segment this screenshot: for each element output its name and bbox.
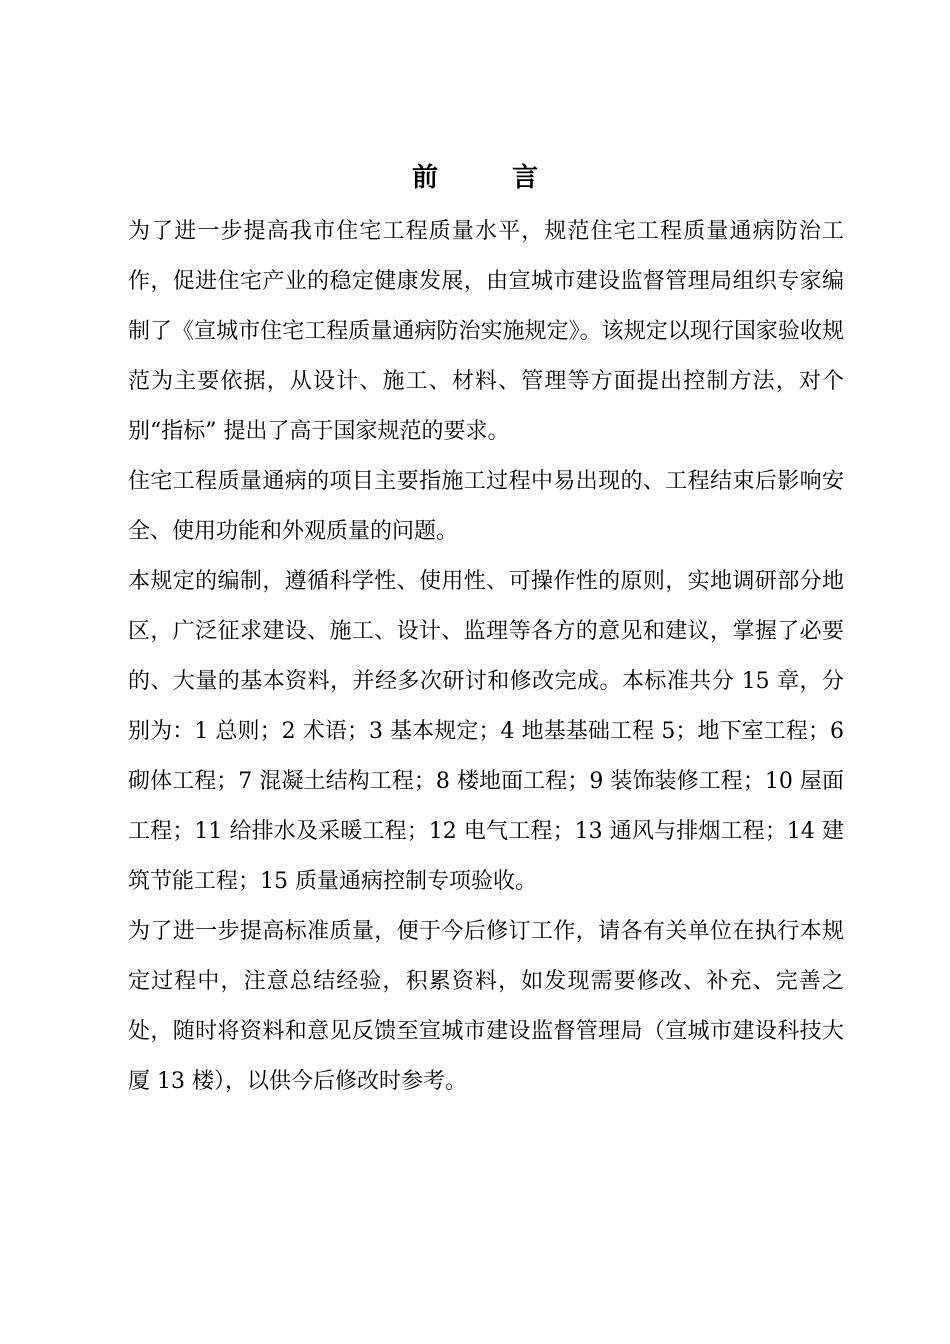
paragraph-intro: 为了进一步提高我市住宅工程质量水平，规范住宅工程质量通病防治工作，促进住宅产业的稳定健康发展，由宣城市建设监督管理局组织专家编制了《宣城市住宅工程质量通病防治实施规定》。该规定以现行国家验收规范为主要依据，从设计、施工、材料、管理等方面提出控制方法，对个别“指标” 提出了高于国家规范的要求。: [128, 219, 844, 444]
paragraph-feedback: 为了进一步提高标准质量，便于今后修订工作，请各有关单位在执行本规定过程中，注意总结经验，积累资料，如发现需要修改、补充、完善之处，随时将资料和意见反馈至宣城市建设监督管理局（宣城市建设科技大厦 13 楼），以供今后修改时参考。: [128, 919, 844, 1094]
paragraph-scope: 住宅工程质量通病的项目主要指施工过程中易出现的、工程结束后影响安全、使用功能和外观质量的问题。: [128, 469, 844, 544]
paragraph-chapters: 本规定的编制，遵循科学性、使用性、可操作性的原则，实地调研部分地区，广泛征求建设、施工、设计、监理等各方的意见和建议，掌握了必要的、大量的基本资料，并经多次研讨和修改完成。本标准共分 15 章，分别为：1 总则；2 术语；3 基本规定；4 地基基础工程 5；地下室工程；6 砌体工程；7 混凝土结构工程；8 楼地面工程；9 装饰装修工程；10 屋面工程；11 给排水及采暖工程；12 电气工程；13 通风与排烟工程；14 建筑节能工程；15 质量通病控制专项验收。: [128, 569, 844, 894]
document-body: [128, 207, 844, 1107]
page-title: 前 言: [411, 163, 562, 193]
